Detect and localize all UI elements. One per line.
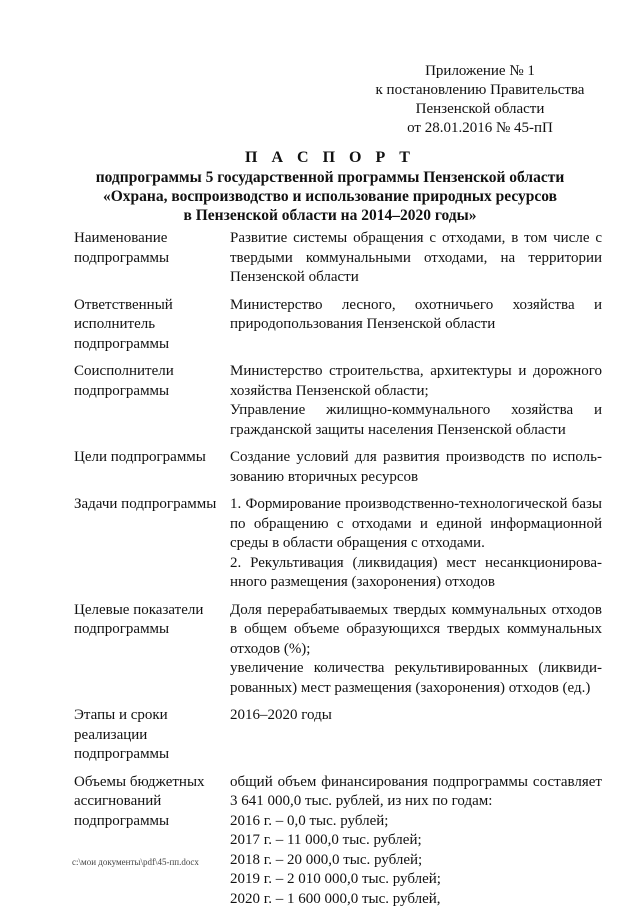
row-value [230, 296, 602, 363]
row-label: Объемы бюджетных ассигнований подпрограммы [74, 773, 230, 917]
value-line: 2. Рекультивация (ликвидация) мест несанкционирова-нного размещения (захоронения) отходов [230, 554, 602, 593]
row-label: Наименование подпрограммы [74, 229, 230, 296]
attachment-line: Приложение № 1 [330, 62, 630, 81]
row-value [230, 448, 602, 495]
row-value [230, 495, 602, 601]
table-row-indicators [74, 601, 602, 707]
attachment-header [330, 62, 630, 138]
title-line: подпрограммы 5 государственной программы Пензенской области [60, 168, 600, 187]
value-line: общий объем финансирования подпрограммы составляет 3 641 000,0 тыс. рублей, из них по годам: [230, 773, 602, 812]
table-row-name [74, 229, 602, 296]
row-value [230, 229, 602, 296]
document-title [60, 148, 600, 225]
value-line: Развитие системы обращения с отходами, в том числе с твердыми коммунальными отходами, на территории Пензенской области [230, 229, 602, 288]
value-line: Доля перерабатываемых твердых коммунальных отходов в общем объеме образующихся твердых коммунальных отходов (%); [230, 601, 602, 660]
row-label: Цели подпрограммы [74, 448, 230, 495]
attachment-line: к постановлению Правительства [330, 81, 630, 100]
value-line: 2016–2020 годы [230, 706, 602, 726]
table-row-responsible [74, 296, 602, 363]
row-label: Ответственный исполнитель подпрограммы [74, 296, 230, 363]
value-line: Управление жилищно-коммунального хозяйства и гражданской защиты населения Пензенской области [230, 401, 602, 440]
row-label: Соисполнители подпрограммы [74, 362, 230, 448]
value-line: увеличение количества рекультивированных (ликвиди-рованных) мест размещения (захоронения) отходов (ед.) [230, 659, 602, 698]
row-label: Целевые показатели подпрограммы [74, 601, 230, 707]
passport-heading: П А С П О Р Т [60, 148, 600, 168]
value-line: Создание условий для развития производств по исполь-зованию вторичных ресурсов [230, 448, 602, 487]
value-line: Министерство лесного, охотничьего хозяйства и природопользования Пензенской области [230, 296, 602, 335]
attachment-line: Пензенской области [330, 100, 630, 119]
value-line: 2019 г. – 2 010 000,0 тыс. рублей; [230, 870, 602, 890]
table-row-funding [74, 773, 602, 917]
value-line: 2016 г. – 0,0 тыс. рублей; [230, 812, 602, 832]
value-line: Министерство строительства, архитектуры и дорожного хозяйства Пензенской области; [230, 362, 602, 401]
footer-file-path: c:\мои документы\pdf\45-пп.docx [72, 857, 199, 867]
attachment-line: от 28.01.2016 № 45-пП [330, 119, 630, 138]
title-line: в Пензенской области на 2014–2020 годы» [60, 206, 600, 225]
row-value [230, 601, 602, 707]
table-row-coexecutors [74, 362, 602, 448]
value-line: 2018 г. – 20 000,0 тыс. рублей; [230, 851, 602, 871]
value-line: 1. Формирование производственно-технологической базы по обращению с отходами и единой информационной среды в области обращения с отходами. [230, 495, 602, 554]
table-row-stages [74, 706, 602, 773]
row-label: Задачи подпрограммы [74, 495, 230, 601]
table-row-tasks [74, 495, 602, 601]
row-label: Этапы и сроки реализации подпрограммы [74, 706, 230, 773]
value-line: 2020 г. – 1 600 000,0 тыс. рублей, [230, 890, 602, 910]
passport-table [74, 229, 602, 917]
row-value [230, 773, 602, 917]
value-line: 2017 г. – 11 000,0 тыс. рублей; [230, 831, 602, 851]
row-value [230, 362, 602, 448]
table-row-goals [74, 448, 602, 495]
title-line: «Охрана, воспроизводство и использование природных ресурсов [60, 187, 600, 206]
row-value [230, 706, 602, 773]
